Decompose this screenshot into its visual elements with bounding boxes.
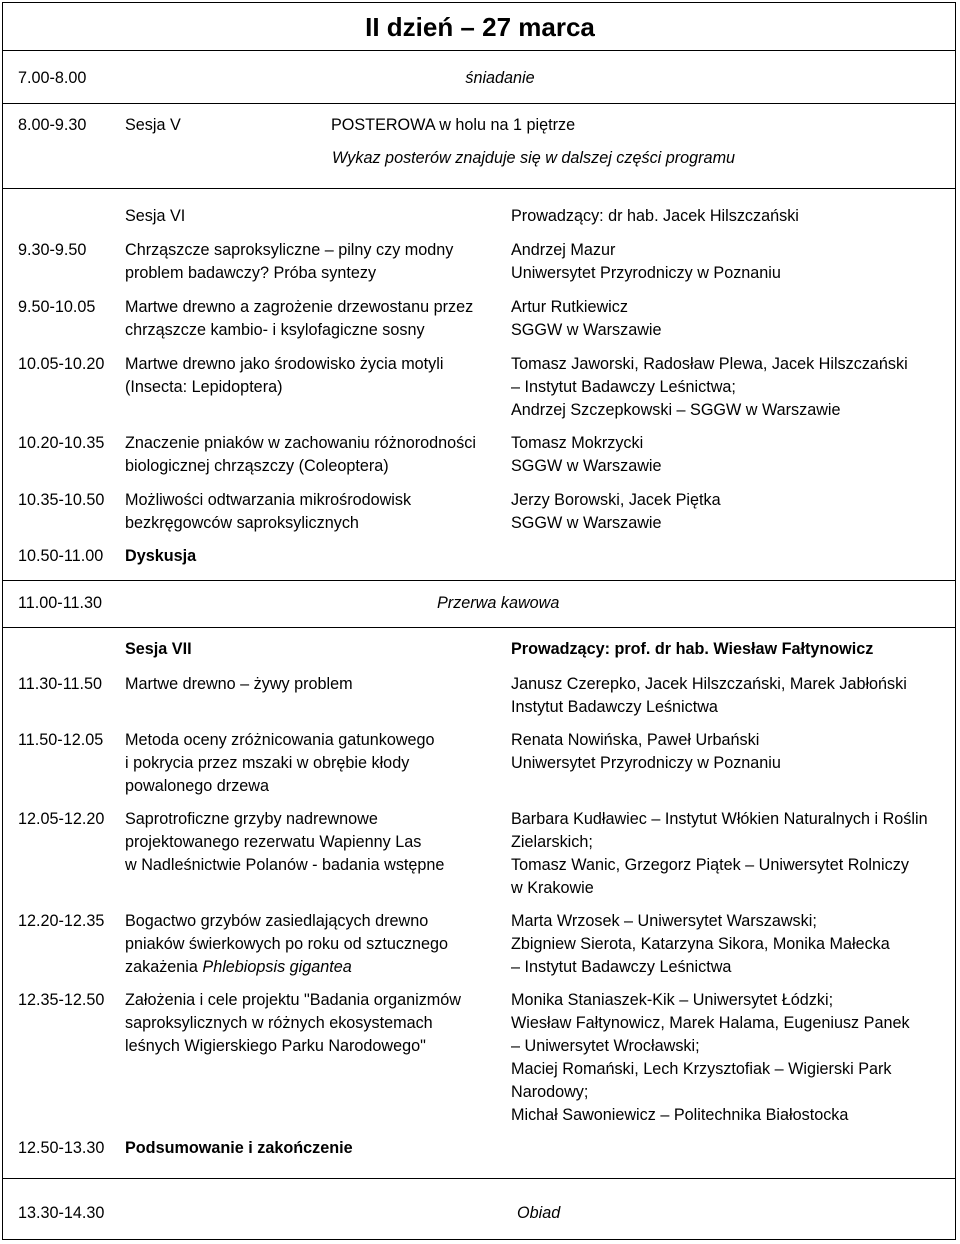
talk-title-text: zakażenia [125, 958, 203, 976]
talk-time: 12.20-12.35 [18, 912, 105, 930]
talk-affiliation: Instytut Badawczy Leśnictwa [511, 698, 718, 716]
talk-title: Martwe drewno jako środowisko życia motyli [125, 355, 444, 373]
talk-time: 10.20-10.35 [18, 434, 105, 452]
talk-title: Możliwości odtwarzania mikrośrodowisk [125, 491, 412, 509]
talk-title: Metoda oceny zróżnicowania gatunkowego [125, 731, 435, 749]
talk-affiliation: SGGW w Warszawie [511, 457, 662, 475]
lunch-label: Obiad [517, 1204, 561, 1222]
talk-title [125, 956, 352, 979]
talk-authors: Tomasz Wanic, Grzegorz Piątek – Uniwersytet Rolniczy [511, 856, 909, 874]
talk-title: Chrząszcze saproksyliczne – pilny czy modny [125, 241, 454, 259]
divider [2, 1178, 956, 1179]
talk-time: 12.05-12.20 [18, 810, 105, 828]
talk-title: i pokrycia przez mszaki w obrębie kłody [125, 754, 410, 772]
talk-time: 10.05-10.20 [18, 355, 105, 373]
page-title: II dzień – 27 marca [365, 12, 595, 42]
closing-label: Podsumowanie i zakończenie [125, 1139, 353, 1157]
session5-topic: POSTEROWA w holu na 1 piętrze [331, 116, 576, 134]
talk-title: projektowanego rezerwatu Wapienny Las [125, 833, 422, 851]
talk-affiliation: SGGW w Warszawie [511, 321, 662, 339]
talk-affiliation: – Uniwersytet Wrocławski; [511, 1037, 700, 1055]
talk-time: 9.30-9.50 [18, 241, 87, 259]
divider [2, 103, 956, 104]
talk-title: (Insecta: Lepidoptera) [125, 378, 283, 396]
session6-label: Sesja VI [125, 207, 186, 225]
talk-time: 11.50-12.05 [18, 731, 104, 749]
talk-title: pniaków świerkowych po roku od sztucznego [125, 935, 449, 953]
talk-authors: Tomasz Jaworski, Radosław Plewa, Jacek Hilszczański [511, 355, 908, 373]
discussion-label: Dyskusja [125, 547, 197, 565]
session5-label: Sesja V [125, 116, 181, 134]
talk-title: w Nadleśnictwie Polanów - badania wstępne [125, 856, 445, 874]
talk-authors: Barbara Kudławiec – Instytut Włókien Naturalnych i Roślin [511, 810, 928, 828]
talk-authors: Zbigniew Sierota, Katarzyna Sikora, Monika Małecka [511, 935, 890, 953]
closing-time: 12.50-13.30 [18, 1139, 105, 1157]
breakfast-time: 7.00-8.00 [18, 69, 87, 87]
talk-affiliation: w Krakowie [511, 879, 594, 897]
talk-title: Saprotroficzne grzyby nadrewnowe [125, 810, 378, 828]
talk-affiliation: – Instytut Badawczy Leśnictwa [511, 958, 732, 976]
talk-time: 12.35-12.50 [18, 991, 105, 1009]
talk-title: biologicznej chrząszczy (Coleoptera) [125, 457, 389, 475]
talk-title: Założenia i cele projektu "Badania organizmów [125, 991, 461, 1009]
session6-chair: Prowadzący: dr hab. Jacek Hilszczański [511, 207, 799, 225]
species-name: Phlebiopsis gigantea [202, 958, 352, 976]
breakfast-label: śniadanie [465, 69, 535, 87]
talk-authors: Tomasz Mokrzycki [511, 434, 644, 452]
talk-time: 9.50-10.05 [18, 298, 96, 316]
talk-title: Bogactwo grzybów zasiedlających drewno [125, 912, 429, 930]
talk-title: powalonego drzewa [125, 777, 269, 795]
coffee-time: 11.00-11.30 [18, 594, 103, 612]
talk-authors: Andrzej Szczepkowski – SGGW w Warszawie [511, 401, 841, 419]
talk-title: Martwe drewno a zagrożenie drzewostanu przez [125, 298, 474, 316]
talk-title: saproksylicznych w różnych ekosystemach [125, 1014, 433, 1032]
discussion-time: 10.50-11.00 [18, 547, 104, 565]
talk-time: 11.30-11.50 [18, 675, 103, 693]
talk-affiliation: Uniwersytet Przyrodniczy w Poznaniu [511, 754, 781, 772]
talk-title: leśnych Wigierskiego Parku Narodowego" [125, 1037, 426, 1055]
talk-affiliation: SGGW w Warszawie [511, 514, 662, 532]
divider [2, 188, 956, 189]
talk-title: chrząszcze kambio- i ksylofagiczne sosny [125, 321, 425, 339]
talk-time: 10.35-10.50 [18, 491, 105, 509]
lunch-time: 13.30-14.30 [18, 1204, 105, 1222]
talk-authors: Andrzej Mazur [511, 241, 616, 259]
talk-authors: Wiesław Fałtynowicz, Marek Halama, Eugeniusz Panek [511, 1014, 910, 1032]
talk-authors: Janusz Czerepko, Jacek Hilszczański, Marek Jabłoński [511, 675, 907, 693]
divider [2, 50, 956, 51]
talk-authors: Marta Wrzosek – Uniwersytet Warszawski; [511, 912, 817, 930]
divider [2, 627, 956, 628]
talk-title: bezkręgowców saproksylicznych [125, 514, 359, 532]
talk-affiliation: Zielarskich; [511, 833, 593, 851]
session7-chair: Prowadzący: prof. dr hab. Wiesław Fałtynowicz [511, 640, 874, 658]
talk-title: Znaczenie pniaków w zachowaniu różnorodności [125, 434, 476, 452]
talk-authors: Michał Sawoniewicz – Politechnika Białostocka [511, 1106, 849, 1124]
session5-time: 8.00-9.30 [18, 116, 87, 134]
coffee-label: Przerwa kawowa [437, 594, 560, 612]
talk-authors: Maciej Romański, Lech Krzysztofiak – Wigierski Park [511, 1060, 892, 1078]
talk-affiliation: – Instytut Badawczy Leśnictwa; [511, 378, 736, 396]
talk-title: Martwe drewno – żywy problem [125, 675, 353, 693]
talk-authors: Monika Staniaszek-Kik – Uniwersytet Łódzki; [511, 991, 834, 1009]
talk-title: problem badawczy? Próba syntezy [125, 264, 377, 282]
talk-authors: Renata Nowińska, Paweł Urbański [511, 731, 760, 749]
talk-affiliation: Uniwersytet Przyrodniczy w Poznaniu [511, 264, 781, 282]
talk-authors: Jerzy Borowski, Jacek Piętka [511, 491, 721, 509]
session7-label: Sesja VII [125, 640, 192, 658]
talk-authors: Artur Rutkiewicz [511, 298, 628, 316]
session5-note: Wykaz posterów znajduje się w dalszej części programu [332, 149, 736, 167]
talk-affiliation: Narodowy; [511, 1083, 589, 1101]
divider [2, 580, 956, 581]
